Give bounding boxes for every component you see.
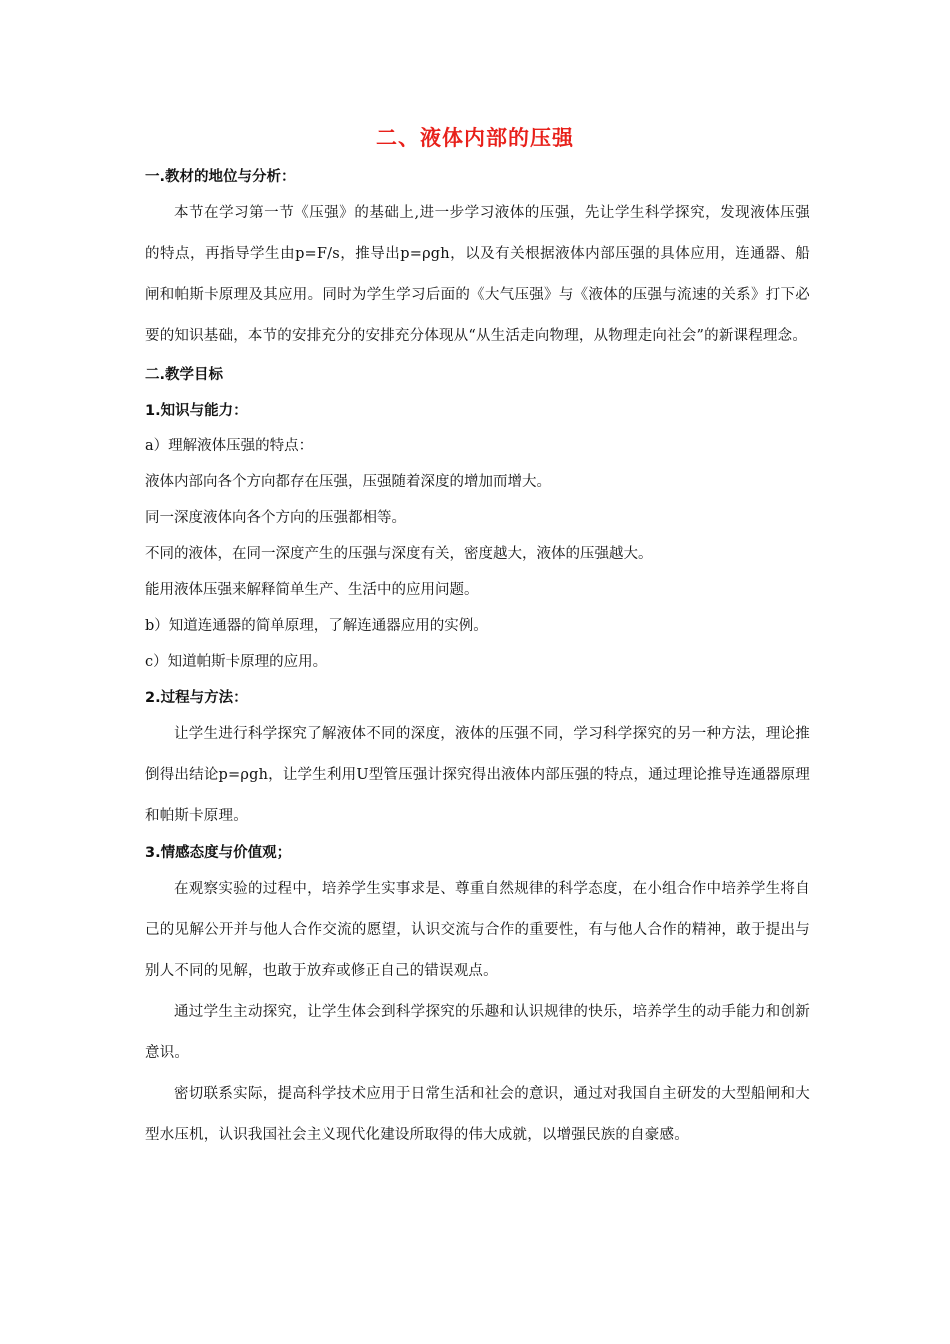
subsection-heading-process: 2.过程与方法： bbox=[145, 690, 248, 706]
section-heading-1: 一.教材的地位与分析： bbox=[145, 169, 296, 185]
attitude-paragraph: 在观察实验的过程中，培养学生实事求是、尊重自然规律的科学态度，在小组合作中培养学生将自己的见解公开并与他人合作交流的愿望，认识交流与合作的重要性，有与他人合作的精神，敢于提出与别人不同的见解，也敢于放弃或修正自己的错误观点。 bbox=[145, 881, 810, 979]
list-item: 液体内部向各个方向都存在压强，压强随着深度的增加而增大。 bbox=[145, 474, 551, 490]
list-item: 能用液体压强来解释简单生产、生活中的应用问题。 bbox=[145, 582, 479, 598]
document-body bbox=[145, 163, 810, 1156]
list-item: a）理解液体压强的特点： bbox=[145, 438, 314, 454]
section-1-paragraph: 本节在学习第一节《压强》的基础上,进一步学习液体的压强，先让学生科学探究，发现液体压强的特点，再指导学生由p=F/s，推导出p=ρgh，以及有关根据液体内部压强的具体应用，连通器、船闸和帕斯卡原理及其应用。同时为学生学习后面的《大气压强》与《液体的压强与流速的关系》打下必要的知识基础，本节的安排充分的安排充分体现从“从生活走向物理，从物理走向社会”的新课程理念。 bbox=[145, 205, 810, 344]
list-item: b）知道连通器的简单原理，了解连通器应用的实例。 bbox=[145, 618, 488, 634]
subsection-heading-knowledge: 1.知识与能力： bbox=[145, 403, 248, 419]
document-title: 二、液体内部的压强 bbox=[376, 126, 574, 150]
list-item: c）知道帕斯卡原理的应用。 bbox=[145, 654, 328, 670]
process-paragraph: 让学生进行科学探究了解液体不同的深度，液体的压强不同，学习科学探究的另一种方法，理论推倒得出结论p=ρgh，让学生利用U型管压强计探究得出液体内部压强的特点，通过理论推导连通器原理和帕斯卡原理。 bbox=[145, 726, 810, 824]
list-item: 同一深度液体向各个方向的压强都相等。 bbox=[145, 510, 406, 526]
subsection-heading-attitude: 3.情感态度与价值观； bbox=[145, 845, 292, 861]
attitude-paragraph: 通过学生主动探究，让学生体会到科学探究的乐趣和认识规律的快乐，培养学生的动手能力和创新意识。 bbox=[145, 1004, 810, 1061]
knowledge-list bbox=[145, 436, 810, 672]
attitude-paragraph: 密切联系实际，提高科学技术应用于日常生活和社会的意识，通过对我国自主研发的大型船闸和大型水压机，认识我国社会主义现代化建设所取得的伟大成就，以增强民族的自豪感。 bbox=[145, 1086, 810, 1143]
section-heading-2: 二.教学目标 bbox=[145, 367, 224, 383]
list-item: 不同的液体，在同一深度产生的压强与深度有关，密度越大，液体的压强越大。 bbox=[145, 546, 653, 562]
